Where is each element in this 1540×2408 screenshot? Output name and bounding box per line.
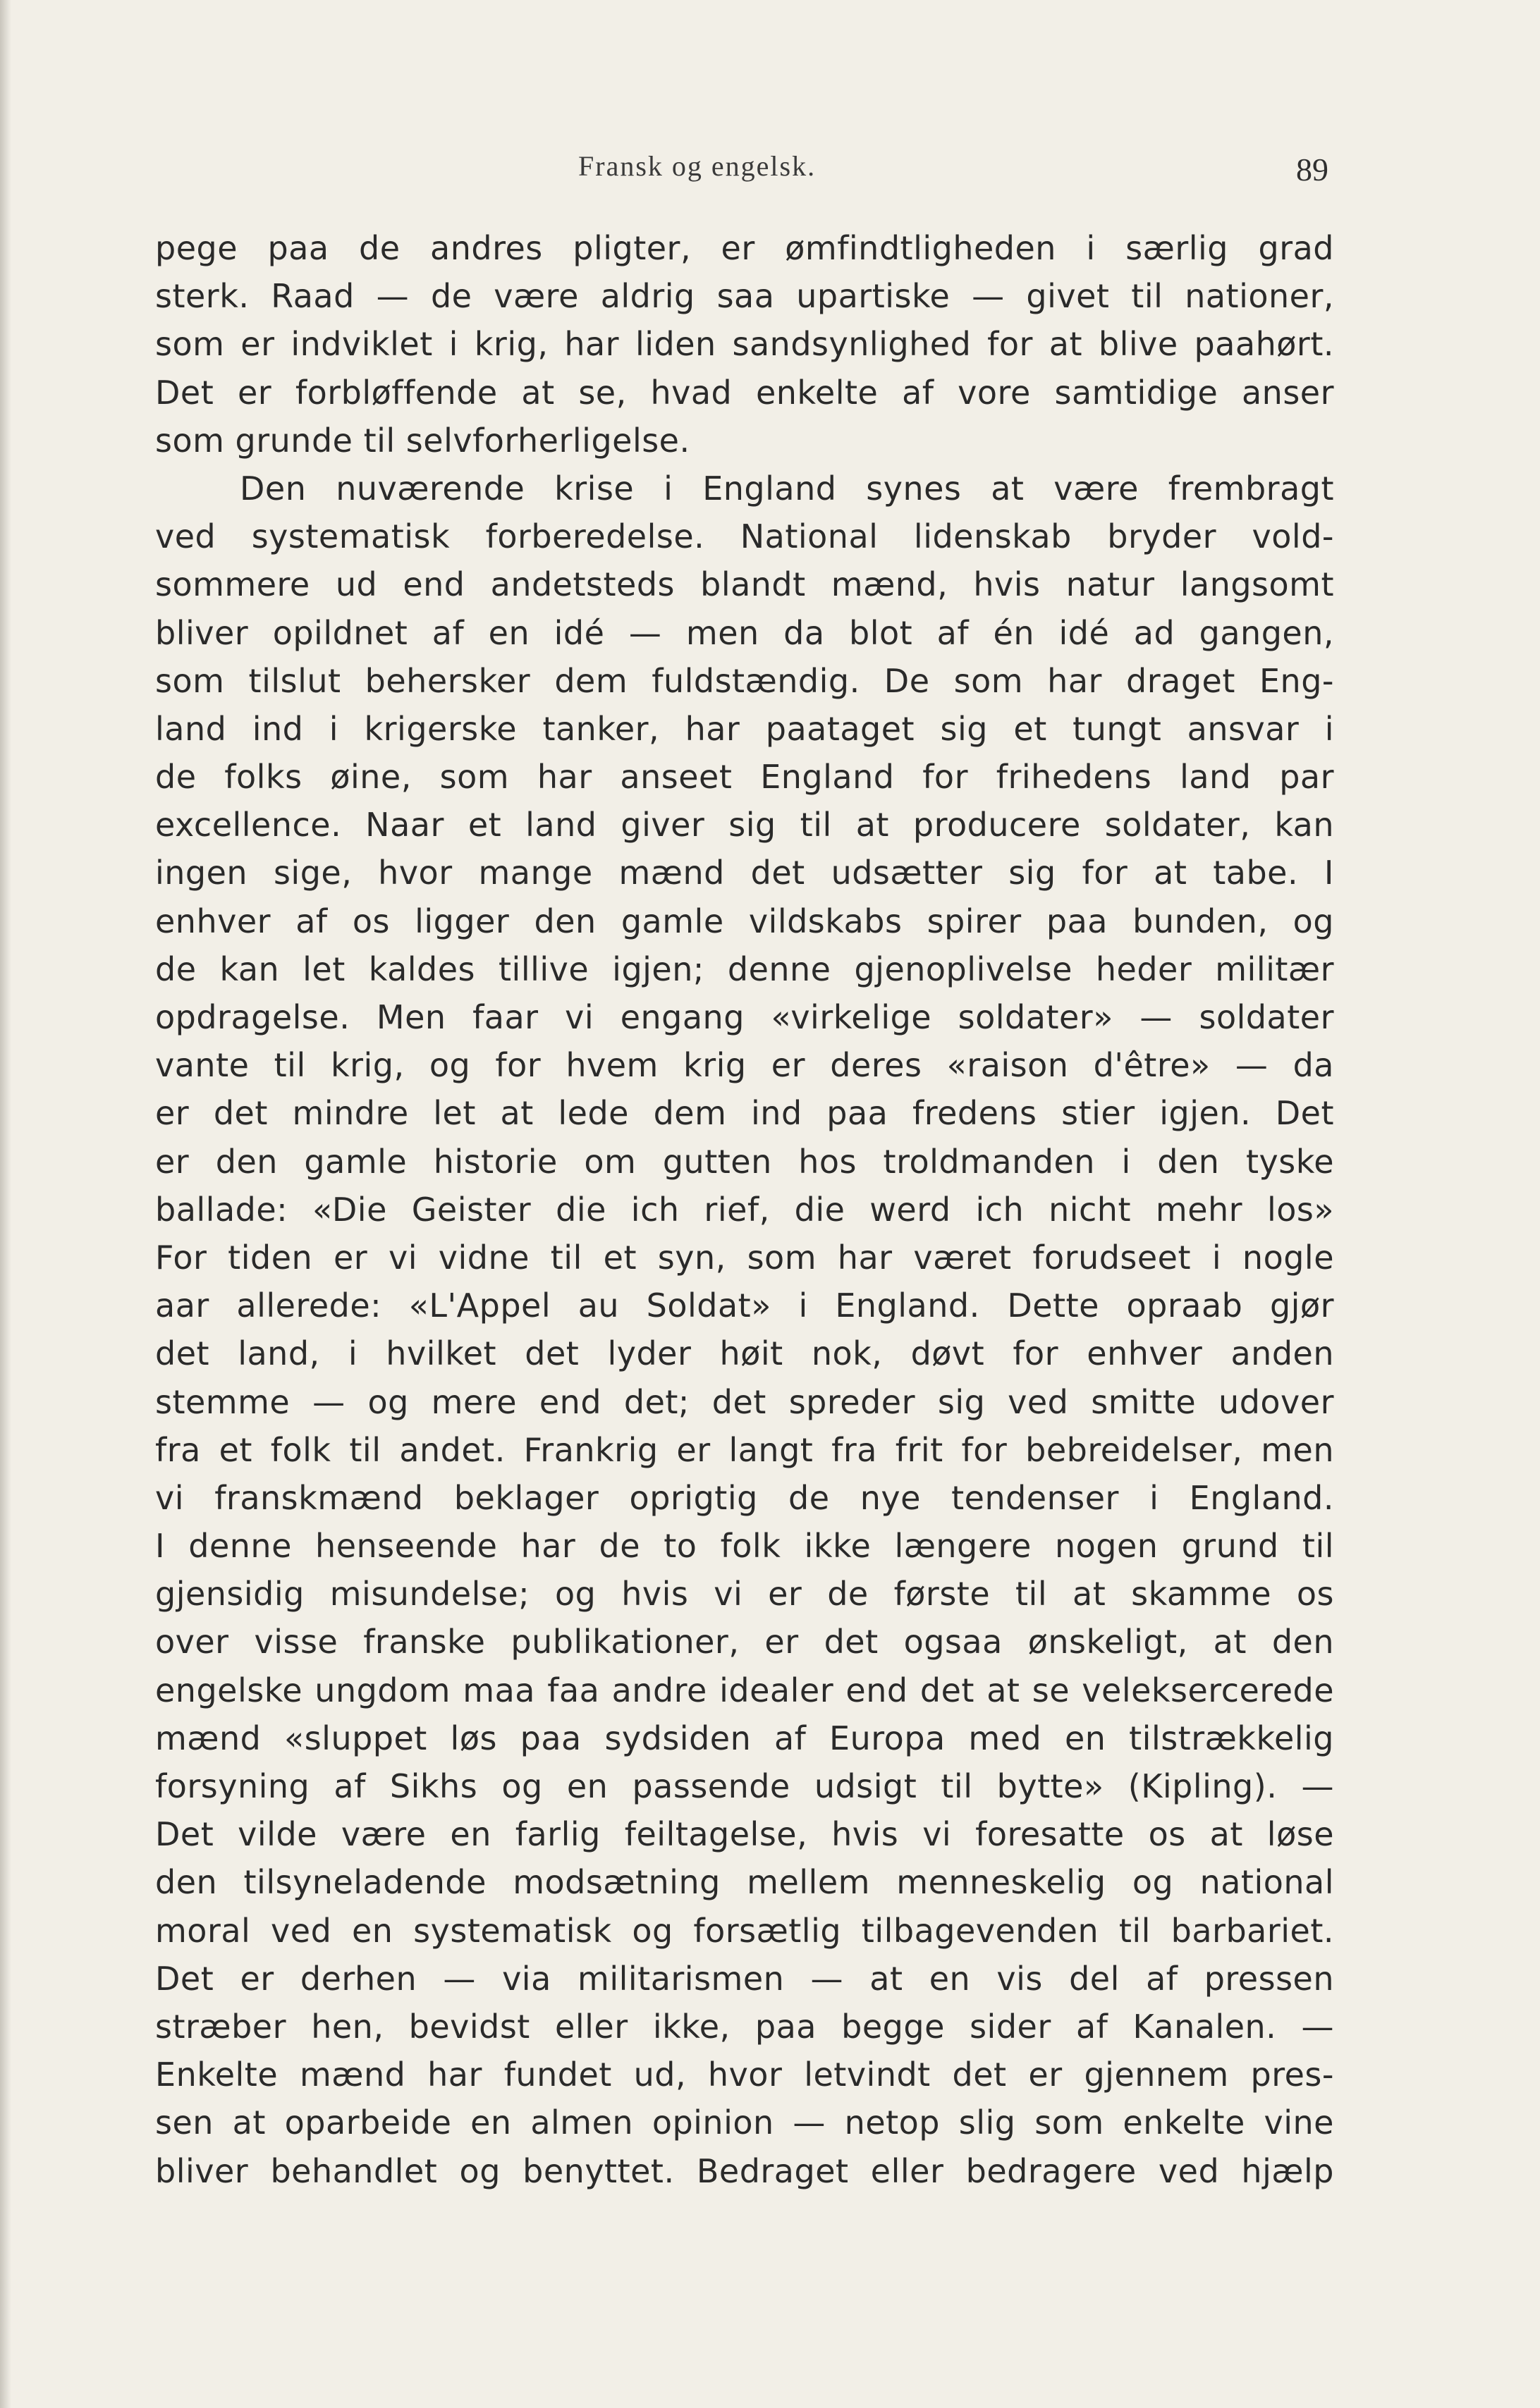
text-line: det land, i hvilket det lyder høit nok, døvt for enhver anden [155,1334,1334,1373]
text-line: sen at oparbeide en almen opinion — netop slig som enkelte vine [155,2103,1334,2142]
text-line: enhver af os ligger den gamle vildskabs spirer paa bunden, og [155,902,1334,940]
text-line: over visse franske publikationer, er det ogsaa ønskeligt, at den [155,1623,1334,1661]
text-line: engelske ungdom maa faa andre idealer end det at se veleksercerede [155,1671,1334,1709]
text-line: vante til krig, og for hvem krig er deres «raison d'être» — da [155,1046,1334,1085]
running-title: Fransk og engelsk. [578,150,817,182]
text-line: opdragelse. Men faar vi engang «virkelige soldater» — soldater [155,998,1334,1036]
text-line: ballade: «Die Geister die ich rief, die werd ich nicht mehr los» [155,1190,1334,1229]
text-line: stræber hen, bevidst eller ikke, paa begge sider af Kanalen. — [155,2007,1334,2046]
text-line: er det mindre let at lede dem ind paa fredens stier igjen. Det [155,1094,1334,1133]
body-text [155,224,1334,2195]
text-line: den tilsyneladende modsætning mellem menneskelig og national [155,1863,1334,1902]
text-line: ingen sige, hvor mange mænd det udsætter sig for at tabe. I [155,854,1334,892]
text-line: Enkelte mænd har fundet ud, hvor letvindt det er gjennem pres- [155,2056,1334,2094]
text-line: Den nuværende krise i England synes at være frembragt [240,469,1334,508]
text-line: sterk. Raad — de være aldrig saa upartiske — givet til nationer, [155,277,1334,316]
text-line: Det er derhen — via militarismen — at en vis del af pressen [155,1959,1334,1998]
text-line: ved systematisk forberedelse. National lidenskab bryder vold- [155,517,1334,556]
text-line: aar allerede: «L'Appel au Soldat» i England. Dette opraab gjør [155,1286,1334,1325]
text-line: bliver opildnet af en idé — men da blot af én idé ad gangen, [155,613,1334,652]
text-line: som er indviklet i krig, har liden sandsynlighed for at blive paahørt. [155,325,1334,364]
text-line: de kan let kaldes tillive igjen; denne gjenoplivelse heder militær [155,950,1334,988]
text-line: I denne henseende har de to folk ikke længere nogen grund til [155,1527,1334,1566]
text-line: som tilslut behersker dem fuldstændig. De som har draget Eng- [155,661,1334,700]
text-line: land ind i krigerske tanker, har paataget sig et tungt ansvar i [155,709,1334,748]
spine-shadow [0,0,11,2408]
text-line: de folks øine, som har anseet England for frihedens land par [155,758,1334,797]
text-line: Det er forbløffende at se, hvad enkelte af vore samtidige anser [155,373,1334,412]
text-line: moral ved en systematisk og forsætlig tilbagevenden til barbariet. [155,1911,1334,1950]
text-line: forsyning af Sikhs og en passende udsigt til bytte» (Kipling). — [155,1767,1334,1805]
text-line: fra et folk til andet. Frankrig er langt fra frit for bebreidelser, men [155,1430,1334,1469]
text-line: som grunde til selvforherligelse. [155,421,690,460]
page-number: 89 [1296,152,1328,188]
text-line: For tiden er vi vidne til et syn, som har været forudseet i nogle [155,1238,1334,1277]
text-line: bliver behandlet og benyttet. Bedraget eller bedragere ved hjælp [155,2151,1334,2190]
text-line: sommere ud end andetsteds blandt mænd, hvis natur langsomt [155,565,1334,604]
text-line: mænd «sluppet løs paa sydsiden af Europa med en tilstrækkelig [155,1719,1334,1757]
text-line: Det vilde være en farlig feiltagelse, hvis vi foresatte os at løse [155,1815,1334,1854]
text-line: excellence. Naar et land giver sig til at producere soldater, kan [155,806,1334,844]
text-line: stemme — og mere end det; det spreder sig ved smitte udover [155,1382,1334,1421]
text-line: vi franskmænd beklager oprigtig de nye tendenser i England. [155,1478,1334,1517]
text-line: er den gamle historie om gutten hos troldmanden i den tyske [155,1142,1334,1181]
text-line: pege paa de andres pligter, er ømfindtligheden i særlig grad [155,229,1334,267]
text-line: gjensidig misundelse; og hvis vi er de første til at skamme os [155,1575,1334,1614]
